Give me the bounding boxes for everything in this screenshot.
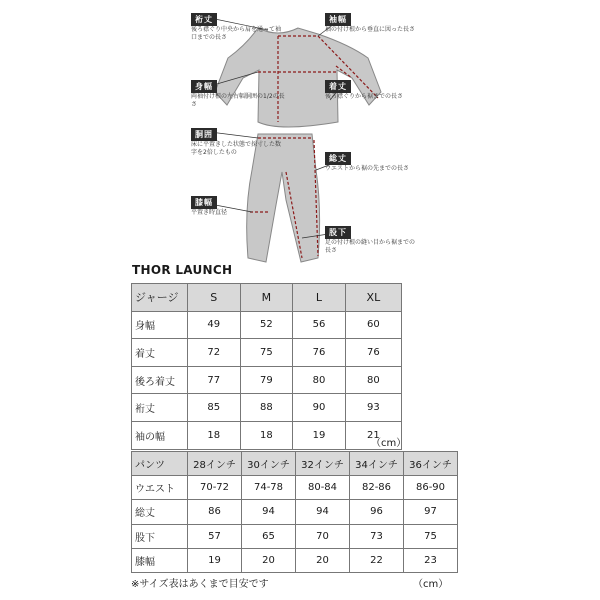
table-cell: 76 [293, 339, 346, 367]
table-cell: 96 [350, 500, 404, 524]
jersey-header-label: ジャージ [132, 284, 188, 312]
pants-header-row [132, 452, 458, 476]
table-cell: 19 [293, 421, 346, 449]
desc-mihaba: 両袖付け根の左右幅胴囲の1/2の長さ [191, 93, 285, 108]
table-row [132, 500, 458, 524]
table-cell: 20 [296, 548, 350, 572]
table-cell: 70-72 [188, 476, 242, 500]
table-cell: 21 [345, 421, 401, 449]
row-label: 股下 [132, 524, 188, 548]
pants-header-30: 30インチ [242, 452, 296, 476]
table-cell: 57 [188, 524, 242, 548]
table-row [132, 524, 458, 548]
table-cell: 73 [350, 524, 404, 548]
table-row [132, 421, 402, 449]
label-mihaba: 身幅 [191, 80, 217, 93]
garment-illustration [0, 0, 600, 265]
table-cell: 56 [293, 311, 346, 339]
table-cell: 20 [242, 548, 296, 572]
jersey-header-row [132, 284, 402, 312]
pants-header-32: 32インチ [296, 452, 350, 476]
table-cell: 94 [242, 500, 296, 524]
table-row [132, 476, 458, 500]
desc-sodehaba: 袖の付け根から垂直に図った長さ [325, 26, 416, 33]
row-label: 身幅 [132, 311, 188, 339]
table-cell: 86-90 [404, 476, 458, 500]
table-cell: 18 [240, 421, 293, 449]
label-sodehaba: 袖幅 [325, 13, 351, 26]
table-cell: 19 [188, 548, 242, 572]
table-cell: 23 [404, 548, 458, 572]
table-cell: 60 [345, 311, 401, 339]
jersey-unit-label: （cm） [371, 438, 407, 449]
desc-yukitake: 後ろ襟ぐり中央から肩を通って袖口までの長さ [191, 26, 282, 41]
desc-doumawari: 床に平置きした状態で採寸した数字を2倍したもの [191, 141, 282, 156]
pants-size-table [131, 451, 458, 573]
pants-header-36: 36インチ [404, 452, 458, 476]
table-cell: 80 [293, 366, 346, 394]
label-kitake: 着丈 [325, 80, 351, 93]
label-doumawari: 胴囲 [191, 128, 217, 141]
table-row [132, 339, 402, 367]
row-label: 袖の幅 [132, 421, 188, 449]
pants-header-label: パンツ [132, 452, 188, 476]
jersey-header-s: S [188, 284, 241, 312]
row-label: 着丈 [132, 339, 188, 367]
pants-unit-label: （cm） [413, 579, 449, 590]
table-cell: 82-86 [350, 476, 404, 500]
table-cell: 86 [188, 500, 242, 524]
jersey-header-m: M [240, 284, 293, 312]
table-row [132, 366, 402, 394]
table-cell: 18 [188, 421, 241, 449]
table-cell: 22 [350, 548, 404, 572]
label-matashita: 股下 [325, 226, 351, 239]
table-cell: 85 [188, 394, 241, 422]
row-label: 裄丈 [132, 394, 188, 422]
table-cell: 93 [345, 394, 401, 422]
label-soutake: 総丈 [325, 152, 351, 165]
table-cell: 94 [296, 500, 350, 524]
table-cell: 65 [242, 524, 296, 548]
desc-kitake: 後ろ襟ぐりから裾までの長さ [325, 93, 404, 100]
table-cell: 80 [345, 366, 401, 394]
pants-header-34: 34インチ [350, 452, 404, 476]
jersey-header-xl: XL [345, 284, 401, 312]
table-row [132, 311, 402, 339]
table-cell: 80-84 [296, 476, 350, 500]
row-label: 膝幅 [132, 548, 188, 572]
table-cell: 88 [240, 394, 293, 422]
desc-hizahaba: 平置き時直径 [191, 209, 228, 216]
desc-soutake: ウエストから裾の先までの長さ [325, 165, 410, 172]
table-cell: 75 [404, 524, 458, 548]
table-row [132, 548, 458, 572]
table-cell: 70 [296, 524, 350, 548]
table-cell: 72 [188, 339, 241, 367]
table-cell: 90 [293, 394, 346, 422]
jersey-header-l: L [293, 284, 346, 312]
desc-matashita: 足の付け根の縫い目から裾までの長さ [325, 239, 416, 254]
row-label: 後ろ着丈 [132, 366, 188, 394]
size-diagram [0, 0, 600, 265]
table-cell: 49 [188, 311, 241, 339]
table-row [132, 394, 402, 422]
table-cell: 75 [240, 339, 293, 367]
size-note: ※サイズ表はあくまで目安です [131, 579, 269, 590]
jersey-size-table [131, 283, 402, 450]
row-label: ウエスト [132, 476, 188, 500]
table-cell: 97 [404, 500, 458, 524]
table-cell: 79 [240, 366, 293, 394]
table-cell: 52 [240, 311, 293, 339]
table-cell: 77 [188, 366, 241, 394]
label-yukitake: 裄丈 [191, 13, 217, 26]
table-cell: 76 [345, 339, 401, 367]
label-hizahaba: 膝幅 [191, 196, 217, 209]
pants-header-28: 28インチ [188, 452, 242, 476]
row-label: 総丈 [132, 500, 188, 524]
product-title: THOR LAUNCH [132, 263, 233, 277]
table-cell: 74-78 [242, 476, 296, 500]
